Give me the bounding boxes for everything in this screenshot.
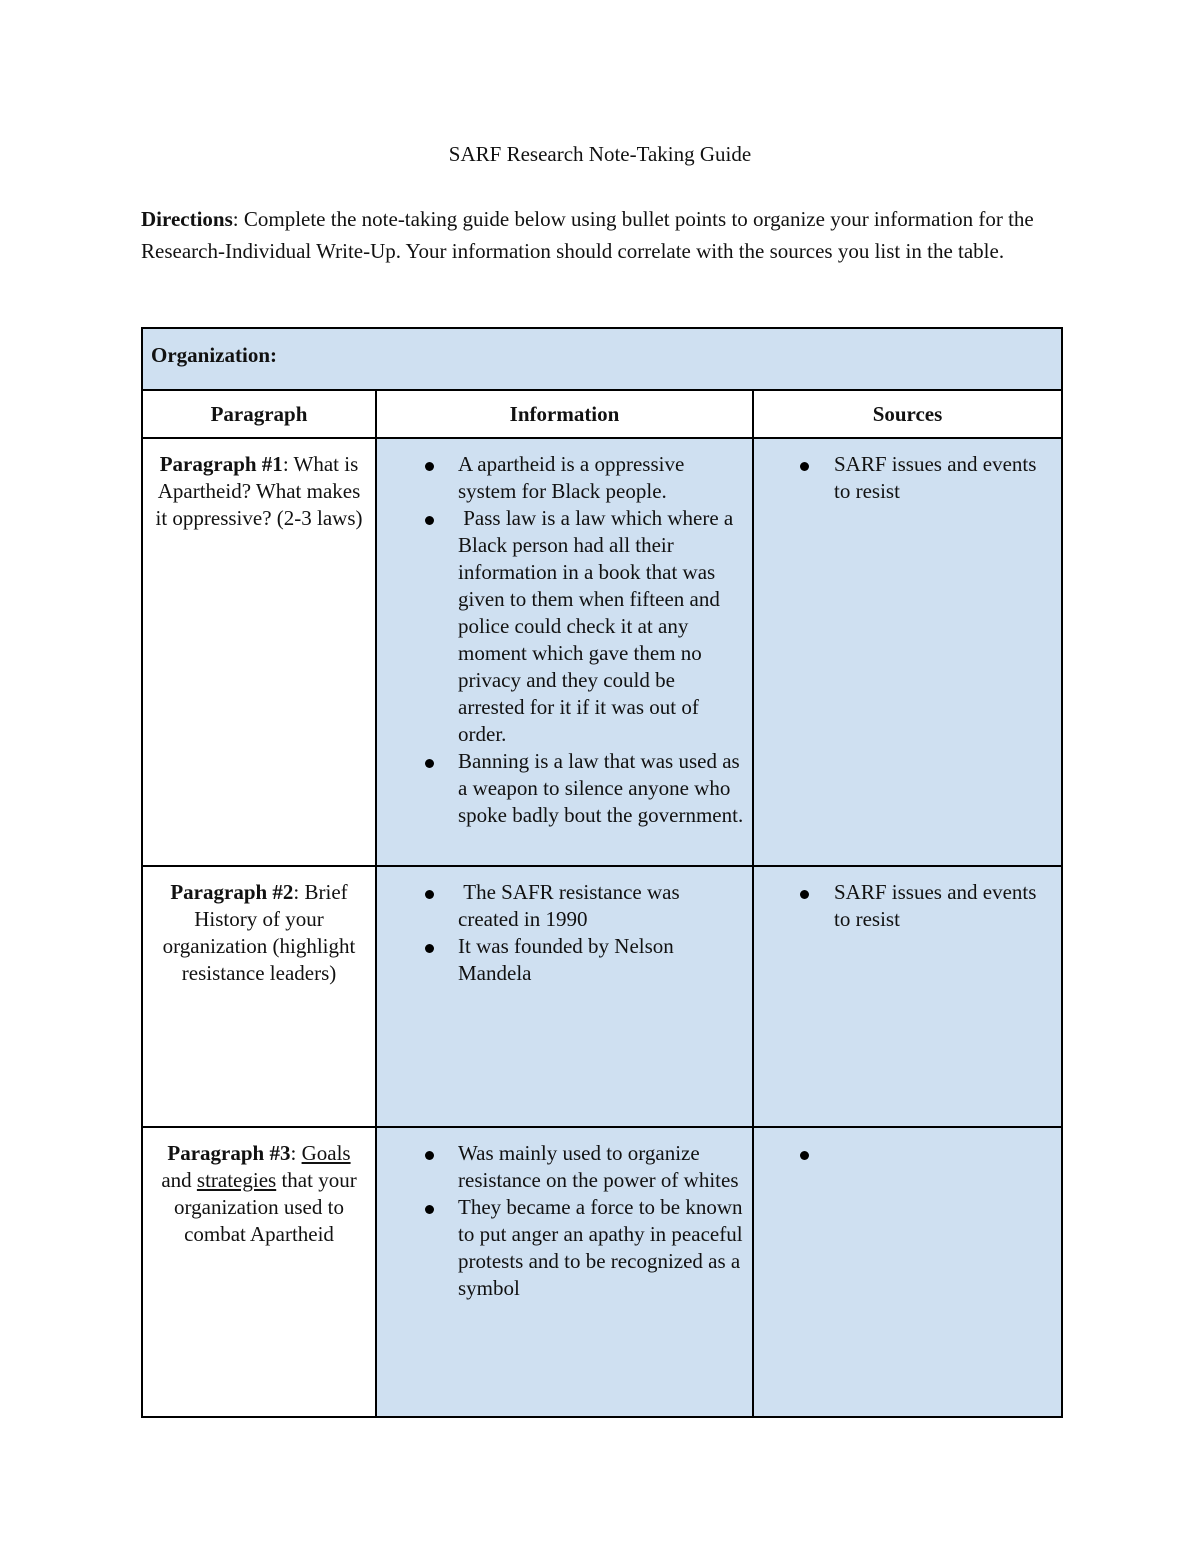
sources-cell-1 [753,438,1062,866]
table-row [142,438,1062,866]
bullet-icon [425,759,434,768]
paragraph-question: : Brief History of your organization (highlight resistance leaders) [162,880,356,985]
table-row [142,866,1062,1127]
list-item-text: The SAFR resistance was created in 1990 [458,880,685,931]
information-list [377,879,744,987]
list-item [754,879,1053,933]
header-paragraph: Paragraph [142,390,376,438]
bullet-icon [425,516,434,525]
list-item [377,451,744,505]
information-list [377,451,744,829]
sources-list [754,879,1053,933]
directions-text: : Complete the note-taking guide below using bullet points to organize your information for the Research-Individual Write-Up. Your information should correlate with the sources you list in the table. [141,207,1034,263]
information-cell-3 [376,1127,753,1417]
bullet-icon [800,1151,809,1160]
bullet-icon [800,890,809,899]
bullet-icon [800,462,809,471]
information-cell-2 [376,866,753,1127]
table-row [142,1127,1062,1417]
paragraph-prompt-3 [142,1127,376,1417]
information-list [377,1140,744,1302]
header-sources: Sources [753,390,1062,438]
directions-label: Directions [141,207,233,231]
list-item-text: A apartheid is a oppressive system for Black people. [458,452,685,503]
list-item [377,1194,744,1302]
paragraph-separator: : [290,1141,302,1165]
list-item-text: They became a force to be known to put anger an apathy in peaceful protests and to be recognized as a symbol [458,1195,743,1300]
paragraph-question: : What is Apartheid? What makes it oppressive? (2-3 laws) [155,452,363,530]
bullet-icon [425,1205,434,1214]
paragraph-prompt-2 [142,866,376,1127]
list-item-text: SARF issues and events to resist [834,880,1037,931]
list-item-text: It was founded by Nelson Mandela [458,934,674,985]
paragraph-number: Paragraph #3 [167,1141,291,1165]
bullet-icon [425,944,434,953]
note-taking-table [141,327,1063,1418]
directions-paragraph [141,204,1051,267]
list-item-text: Was mainly used to organize resistance on the power of whites [458,1141,739,1192]
organization-row [142,328,1062,390]
paragraph-conjunction: and [161,1141,356,1192]
list-item [377,879,744,933]
sources-cell-2 [753,866,1062,1127]
paragraph-number: Paragraph #2 [170,880,294,904]
bullet-icon [425,890,434,899]
sources-list [754,1140,1053,1167]
goals-text: Goals [301,1141,351,1165]
list-item-text: Banning is a law that was used as a weapon to silence anyone who spoke badly bout the government. [458,749,744,827]
strategies-text: strategies [196,1168,277,1192]
list-item [754,1140,1053,1167]
list-item-text: Pass law is a law which where a Black person had all their information in a book that was given to them when fifteen and police could check it at any moment which gave them no privacy and they could be arrested for it if it was out of order. [458,506,739,746]
list-item [377,933,744,987]
paragraph-prompt-1 [142,438,376,866]
list-item-text: SARF issues and events to resist [834,452,1037,503]
sources-list [754,451,1053,505]
paragraph-question: that your organization used to combat Apartheid [174,1168,357,1246]
list-item [377,1140,744,1194]
bullet-icon [425,462,434,471]
header-row [142,390,1062,438]
header-information: Information [376,390,753,438]
organization-label: Organization: [142,328,1062,390]
list-item [754,451,1053,505]
list-item [377,505,744,748]
bullet-icon [425,1151,434,1160]
sources-cell-3 [753,1127,1062,1417]
information-cell-1 [376,438,753,866]
page-title: SARF Research Note-Taking Guide [448,142,752,166]
list-item [377,748,744,829]
paragraph-number: Paragraph #1 [159,452,283,476]
